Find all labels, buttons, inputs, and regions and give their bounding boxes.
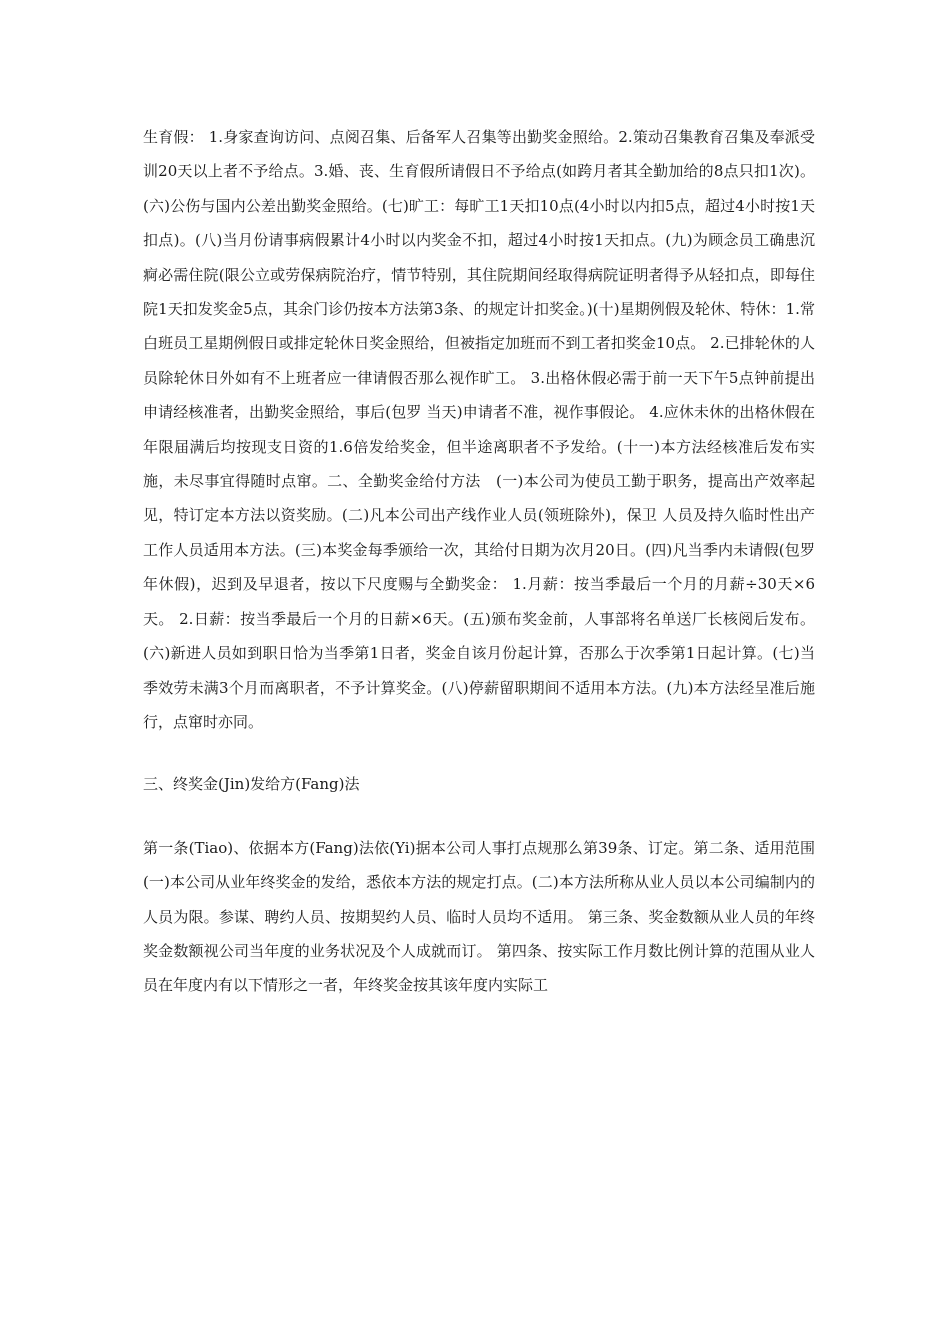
section-heading: 三、终奖金(Jin)发给方(Fang)法 xyxy=(143,775,360,794)
document-body xyxy=(143,120,815,1003)
body-paragraph: 生育假： 1.身家查询访问、点阅召集、后备军人召集等出勤奖金照给。2.策动召集教育召集及奉派受训20天以上者不予给点。3.婚、丧、生育假所请假日不予给点(如跨月者其全勤加给的8点只扣1次)。(六)公伤与国内公差出勤奖金照给。(七)旷工：每旷工1天扣10点(4小时以内扣5点，超过4小时按1天扣点)。(八)当月份请事病假累计4小时以内奖金不扣，超过4小时按1天扣点。(九)为顾念员工确患沉痾必需住院(限公立或劳保病院治疗，情节特别，其住院期间经取得病院证明者得予从轻扣点，即每住院1天扣发奖金5点，其余门诊仍按本方法第3条、的规定计扣奖金。)(十)星期例假及轮休、特休：1.常白班员工星期例假日或排定轮休日奖金照给，但被指定加班而不到工者扣奖金10点。 2.已排轮休的人员除轮休日外如有不上班者应一律请假否那么视作旷工。 3.出格休假必需于前一天下午5点钟前提出申请经核准者，出勤奖金照给，事后(包罗 当天)申请者不准，视作事假论。 4.应休未休的出格休假在年限届满后均按现支日资的1.6倍发给奖金，但半途离职者不予发给。(十一)本方法经核准后发布实施，未尽事宜得随时点窜。二、全勤奖金给付方法 (一)本公司为使员工勤于职务，提高出产效率起见，特订定本方法以资奖励。(二)凡本公司出产线作业人员(领班除外)，保卫 人员及持久临时性出产工作人员适用本方法。(三)本奖金每季颁给一次，其给付日期为次月20日。(四)凡当季内未请假(包罗 年休假)，迟到及早退者，按以下尺度赐与全勤奖金： 1.月薪：按当季最后一个月的月薪÷30天×6天。 2.日薪：按当季最后一个月的日薪×6天。(五)颁布奖金前，人事部将名单送厂长核阅后发布。(六)新进人员如到职日恰为当季第1日者，奖金自该月份起计算，否那么于次季第1日起计算。(七)当季效劳未满3个月而离职者，不予计算奖金。(八)停薪留职期间不适用本方法。(九)本方法经呈准后施行，点窜时亦同。 xyxy=(143,128,815,731)
body-paragraph: 第一条(Tiao)、依据本方(Fang)法依(Yi)据本公司人事打点规那么第39条、订定。第二条、适用范围 (一)本公司从业年终奖金的发给，悉依本方法的规定打点。(二)本方法所称从业人员以本公司编制内的人员为限。参谋、聘约人员、按期契约人员、临时人员均不适用。 第三条、奖金数额从业人员的年终奖金数额视公司当年度的业务状况及个人成就而订。 第四条、按实际工作月数比例计算的范围从业人员在年度内有以下情形之一者，年终奖金按其该年度内实际工 xyxy=(143,838,815,995)
